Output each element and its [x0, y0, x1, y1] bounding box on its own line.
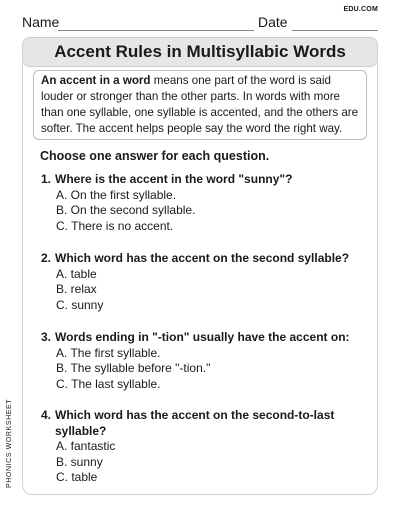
option-b[interactable]: B. relax: [56, 282, 97, 296]
question-text: Words ending in "-tion" usually have the accent on:: [55, 330, 350, 344]
question-1: [41, 172, 359, 234]
option-a[interactable]: A. fantastic: [56, 439, 116, 453]
option-b[interactable]: B. On the second syllable.: [56, 203, 196, 217]
intro-box: [33, 70, 367, 140]
question-text: Which word has the accent on the second-to-last syllable?: [55, 408, 335, 438]
question-3: [41, 330, 359, 392]
option-b[interactable]: B. The syllable before "-tion.": [56, 361, 211, 375]
option-a[interactable]: A. table: [56, 266, 97, 281]
question-number: 2.: [41, 251, 52, 265]
brand-logo: EDU.COM: [343, 6, 378, 13]
question-number: 1.: [41, 172, 52, 186]
worksheet-title: Accent Rules in Multisyllabic Words: [22, 37, 378, 67]
question-number: 3.: [41, 330, 52, 344]
instructions: Choose one answer for each question.: [40, 149, 270, 163]
intro-term: An accent in a word: [41, 74, 151, 87]
question-text: Which word has the accent on the second syllable?: [55, 251, 350, 265]
side-label: PHONICS WORKSHEET: [6, 398, 13, 488]
option-c[interactable]: C. sunny: [56, 297, 104, 312]
question-text: Where is the accent in the word "sunny"?: [55, 172, 293, 186]
date-label: Date: [258, 14, 288, 30]
intro-text: means one part of the word is said louder or stronger than the other parts. In words with more than one syllable, one syllable is accented, and the others are softer. The accent helps people say the word the right way.: [41, 74, 359, 135]
option-a[interactable]: A. On the first syllable.: [56, 187, 177, 202]
name-label: Name: [22, 14, 60, 30]
question-2: [41, 251, 359, 313]
date-line: [292, 30, 378, 31]
name-line: [58, 30, 254, 31]
question-number: 4.: [41, 408, 52, 422]
question-4: [41, 408, 359, 486]
option-c[interactable]: C. The last syllable.: [56, 376, 161, 391]
option-c[interactable]: C. There is no accent.: [56, 218, 174, 233]
option-c[interactable]: C. table: [56, 470, 98, 484]
option-a[interactable]: A. The first syllable.: [56, 345, 161, 360]
option-b[interactable]: B. sunny: [56, 454, 103, 469]
